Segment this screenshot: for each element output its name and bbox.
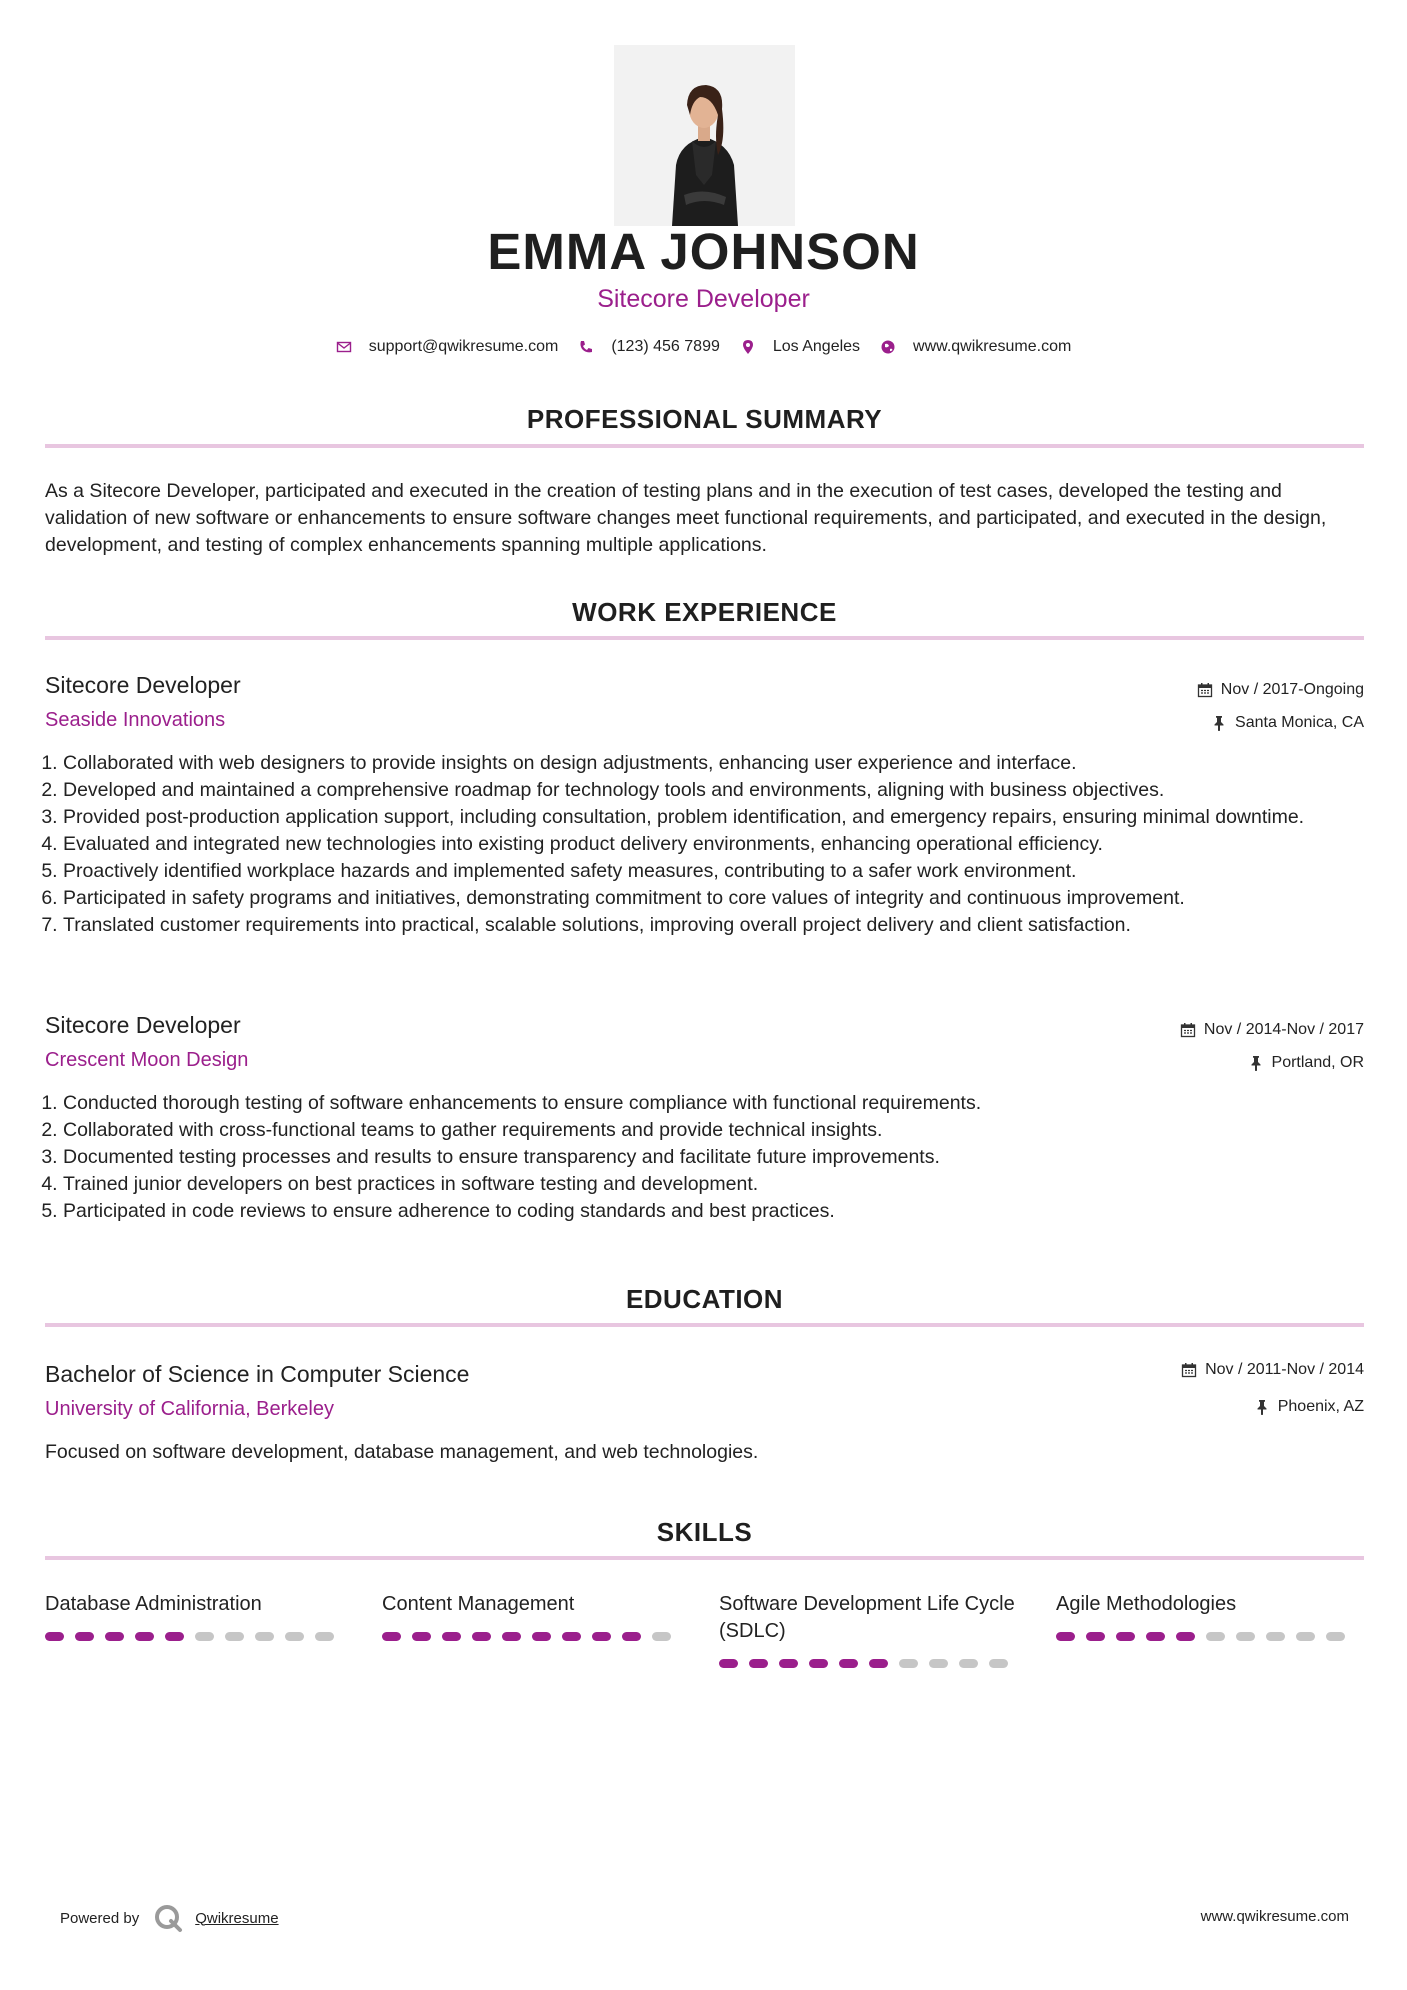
- skill-dot-empty: [929, 1659, 948, 1668]
- skill-dot-empty: [959, 1659, 978, 1668]
- footer-powered-by: [60, 1903, 279, 1933]
- list-item: 1. Collaborated with web designers to provide insights on design adjustments, enhancing user experience and interface.: [63, 750, 1363, 777]
- company-name: Crescent Moon Design: [45, 1049, 249, 1071]
- skill-dot-filled: [442, 1632, 461, 1641]
- skill-dot-filled: [749, 1659, 768, 1668]
- job-bullets: [45, 1090, 1363, 1225]
- skill-dot-filled: [1116, 1632, 1135, 1641]
- phone-text: (123) 456 7899: [611, 338, 720, 355]
- degree-title: Bachelor of Science in Computer Science: [45, 1361, 470, 1387]
- job-title: Sitecore Developer: [45, 1012, 241, 1038]
- powered-by-label: Powered by: [60, 1909, 140, 1927]
- skill-dot-empty: [315, 1632, 334, 1641]
- phone-icon: [578, 339, 594, 355]
- list-item: 3. Provided post-production application support, including consultation, problem identification, and emergency repairs, ensuring minimal downtime.: [63, 804, 1363, 831]
- skill-dot-filled: [839, 1659, 858, 1668]
- job-dates-text: Nov / 2017-Ongoing: [1220, 681, 1364, 698]
- skill-dot-empty: [989, 1659, 1008, 1668]
- skill-dot-filled: [45, 1632, 64, 1641]
- email-text: support@qwikresume.com: [368, 338, 559, 355]
- skill-level: [719, 1659, 1019, 1668]
- website-text: www.qwikresume.com: [913, 338, 1072, 355]
- education-divider: [45, 1323, 1364, 1327]
- skill-dot-filled: [719, 1659, 738, 1668]
- calendar-icon: [1197, 682, 1213, 698]
- skills-divider: [45, 1556, 1364, 1560]
- list-item: 5. Proactively identified workplace hazards and implemented safety measures, contributing to a safer work environment.: [63, 858, 1363, 885]
- list-item: 5. Participated in code reviews to ensure adherence to coding standards and best practices.: [63, 1198, 1363, 1225]
- skill-dot-filled: [502, 1632, 521, 1641]
- skill-dot-filled: [622, 1632, 641, 1641]
- education-dates: [1181, 1361, 1364, 1379]
- job-dates-text: Nov / 2014-Nov / 2017: [1203, 1021, 1364, 1038]
- skill-dot-filled: [1056, 1632, 1075, 1641]
- skills-heading: SKILLS: [656, 1517, 753, 1547]
- education-description: Focused on software development, database management, and web technologies.: [45, 1441, 759, 1463]
- skill-dot-empty: [285, 1632, 304, 1641]
- skill-dot-empty: [255, 1632, 274, 1641]
- job-location: [1211, 714, 1364, 732]
- brand-link[interactable]: Qwikresume: [195, 1909, 279, 1927]
- skill-dot-filled: [1146, 1632, 1165, 1641]
- skill-dot-filled: [135, 1632, 154, 1641]
- contact-email[interactable]: [336, 338, 559, 356]
- list-item: 6. Participated in safety programs and initiatives, demonstrating commitment to core values of integrity and continuous improvement.: [63, 885, 1363, 912]
- skill-item: [1056, 1591, 1356, 1641]
- skill-dot-empty: [195, 1632, 214, 1641]
- experience-heading: WORK EXPERIENCE: [572, 597, 837, 627]
- skill-dot-empty: [1206, 1632, 1225, 1641]
- skill-dot-empty: [1266, 1632, 1285, 1641]
- job-dates: [1197, 681, 1364, 699]
- skill-dot-filled: [472, 1632, 491, 1641]
- skill-dot-filled: [869, 1659, 888, 1668]
- contact-bar: [0, 338, 1407, 356]
- job-title: Sitecore Developer: [45, 672, 241, 698]
- candidate-title: Sitecore Developer: [597, 285, 810, 313]
- skill-dot-filled: [105, 1632, 124, 1641]
- skill-dot-empty: [1236, 1632, 1255, 1641]
- globe-icon: [880, 339, 896, 355]
- list-item: 7. Translated customer requirements into practical, scalable solutions, improving overall project delivery and client satisfaction.: [63, 912, 1363, 939]
- list-item: 4. Evaluated and integrated new technologies into existing product delivery environments, enhancing operational efficiency.: [63, 831, 1363, 858]
- experience-divider: [45, 636, 1364, 640]
- person-portrait-icon: [614, 45, 795, 226]
- company-name: Seaside Innovations: [45, 709, 226, 731]
- skill-item: [719, 1591, 1019, 1668]
- calendar-icon: [1181, 1362, 1197, 1378]
- location-text: Los Angeles: [772, 338, 861, 355]
- summary-heading: PROFESSIONAL SUMMARY: [526, 404, 883, 434]
- list-item: 2. Developed and maintained a comprehensive roadmap for technology tools and environments, aligning with business objectives.: [63, 777, 1363, 804]
- skill-dot-empty: [1326, 1632, 1345, 1641]
- qwikresume-logo-icon: [153, 1903, 183, 1933]
- skill-level: [1056, 1632, 1356, 1641]
- skill-dot-filled: [1086, 1632, 1105, 1641]
- pushpin-icon: [1254, 1399, 1270, 1415]
- skill-dot-filled: [1176, 1632, 1195, 1641]
- education-location: [1254, 1398, 1364, 1416]
- job-location-text: Santa Monica, CA: [1235, 714, 1364, 731]
- skill-dot-empty: [1296, 1632, 1315, 1641]
- pushpin-icon: [1211, 715, 1227, 731]
- summary-text: As a Sitecore Developer, participated and executed in the creation of testing plans and in the execution of test cases, developed the testing and validation of new software or enhancements to ensure software changes meet functional requirements, and participated, and executed in the design, development, and testing of complex enhancements spanning multiple applications.: [45, 480, 1327, 556]
- envelope-icon: [336, 339, 352, 355]
- job-location-text: Portland, OR: [1271, 1054, 1364, 1071]
- education-dates-text: Nov / 2011-Nov / 2014: [1205, 1361, 1364, 1378]
- skill-dot-filled: [75, 1632, 94, 1641]
- skill-dot-filled: [165, 1632, 184, 1641]
- calendar-icon: [1180, 1022, 1196, 1038]
- contact-website[interactable]: [880, 338, 1071, 356]
- footer-url[interactable]: www.qwikresume.com: [1200, 1908, 1349, 1925]
- skill-dot-filled: [562, 1632, 581, 1641]
- job-dates: [1180, 1021, 1364, 1039]
- skill-item: [382, 1591, 682, 1641]
- pushpin-icon: [1248, 1055, 1264, 1071]
- job-bullets: [45, 750, 1363, 939]
- list-item: 4. Trained junior developers on best practices in software testing and development.: [63, 1171, 1363, 1198]
- skill-dot-empty: [225, 1632, 244, 1641]
- skill-dot-filled: [532, 1632, 551, 1641]
- skill-name: Agile Methodologies: [1056, 1593, 1237, 1615]
- skill-item: [45, 1591, 345, 1641]
- profile-photo: [614, 45, 795, 226]
- skill-dot-filled: [809, 1659, 828, 1668]
- job-location: [1248, 1054, 1364, 1072]
- list-item: 2. Collaborated with cross-functional teams to gather requirements and provide technical insights.: [63, 1117, 1363, 1144]
- skill-name: Content Management: [382, 1593, 575, 1615]
- skill-level: [382, 1632, 682, 1641]
- skill-dot-empty: [899, 1659, 918, 1668]
- school-name: University of California, Berkeley: [45, 1398, 334, 1420]
- skill-name: Database Administration: [45, 1593, 262, 1615]
- map-pin-icon: [740, 339, 756, 355]
- list-item: 1. Conducted thorough testing of software enhancements to ensure compliance with functional requirements.: [63, 1090, 1363, 1117]
- skill-dot-filled: [779, 1659, 798, 1668]
- contact-phone[interactable]: [578, 338, 720, 356]
- skill-dot-empty: [652, 1632, 671, 1641]
- skill-name: Software Development Life Cycle (SDLC): [719, 1593, 1015, 1642]
- education-location-text: Phoenix, AZ: [1277, 1398, 1364, 1415]
- education-heading: EDUCATION: [625, 1284, 784, 1314]
- skill-level: [45, 1632, 345, 1641]
- contact-location: [740, 338, 860, 356]
- skill-dot-filled: [412, 1632, 431, 1641]
- candidate-name: EMMA JOHNSON: [487, 223, 920, 280]
- skill-dot-filled: [592, 1632, 611, 1641]
- list-item: 3. Documented testing processes and results to ensure transparency and facilitate future improvements.: [63, 1144, 1363, 1171]
- summary-divider: [45, 444, 1364, 448]
- skill-dot-filled: [382, 1632, 401, 1641]
